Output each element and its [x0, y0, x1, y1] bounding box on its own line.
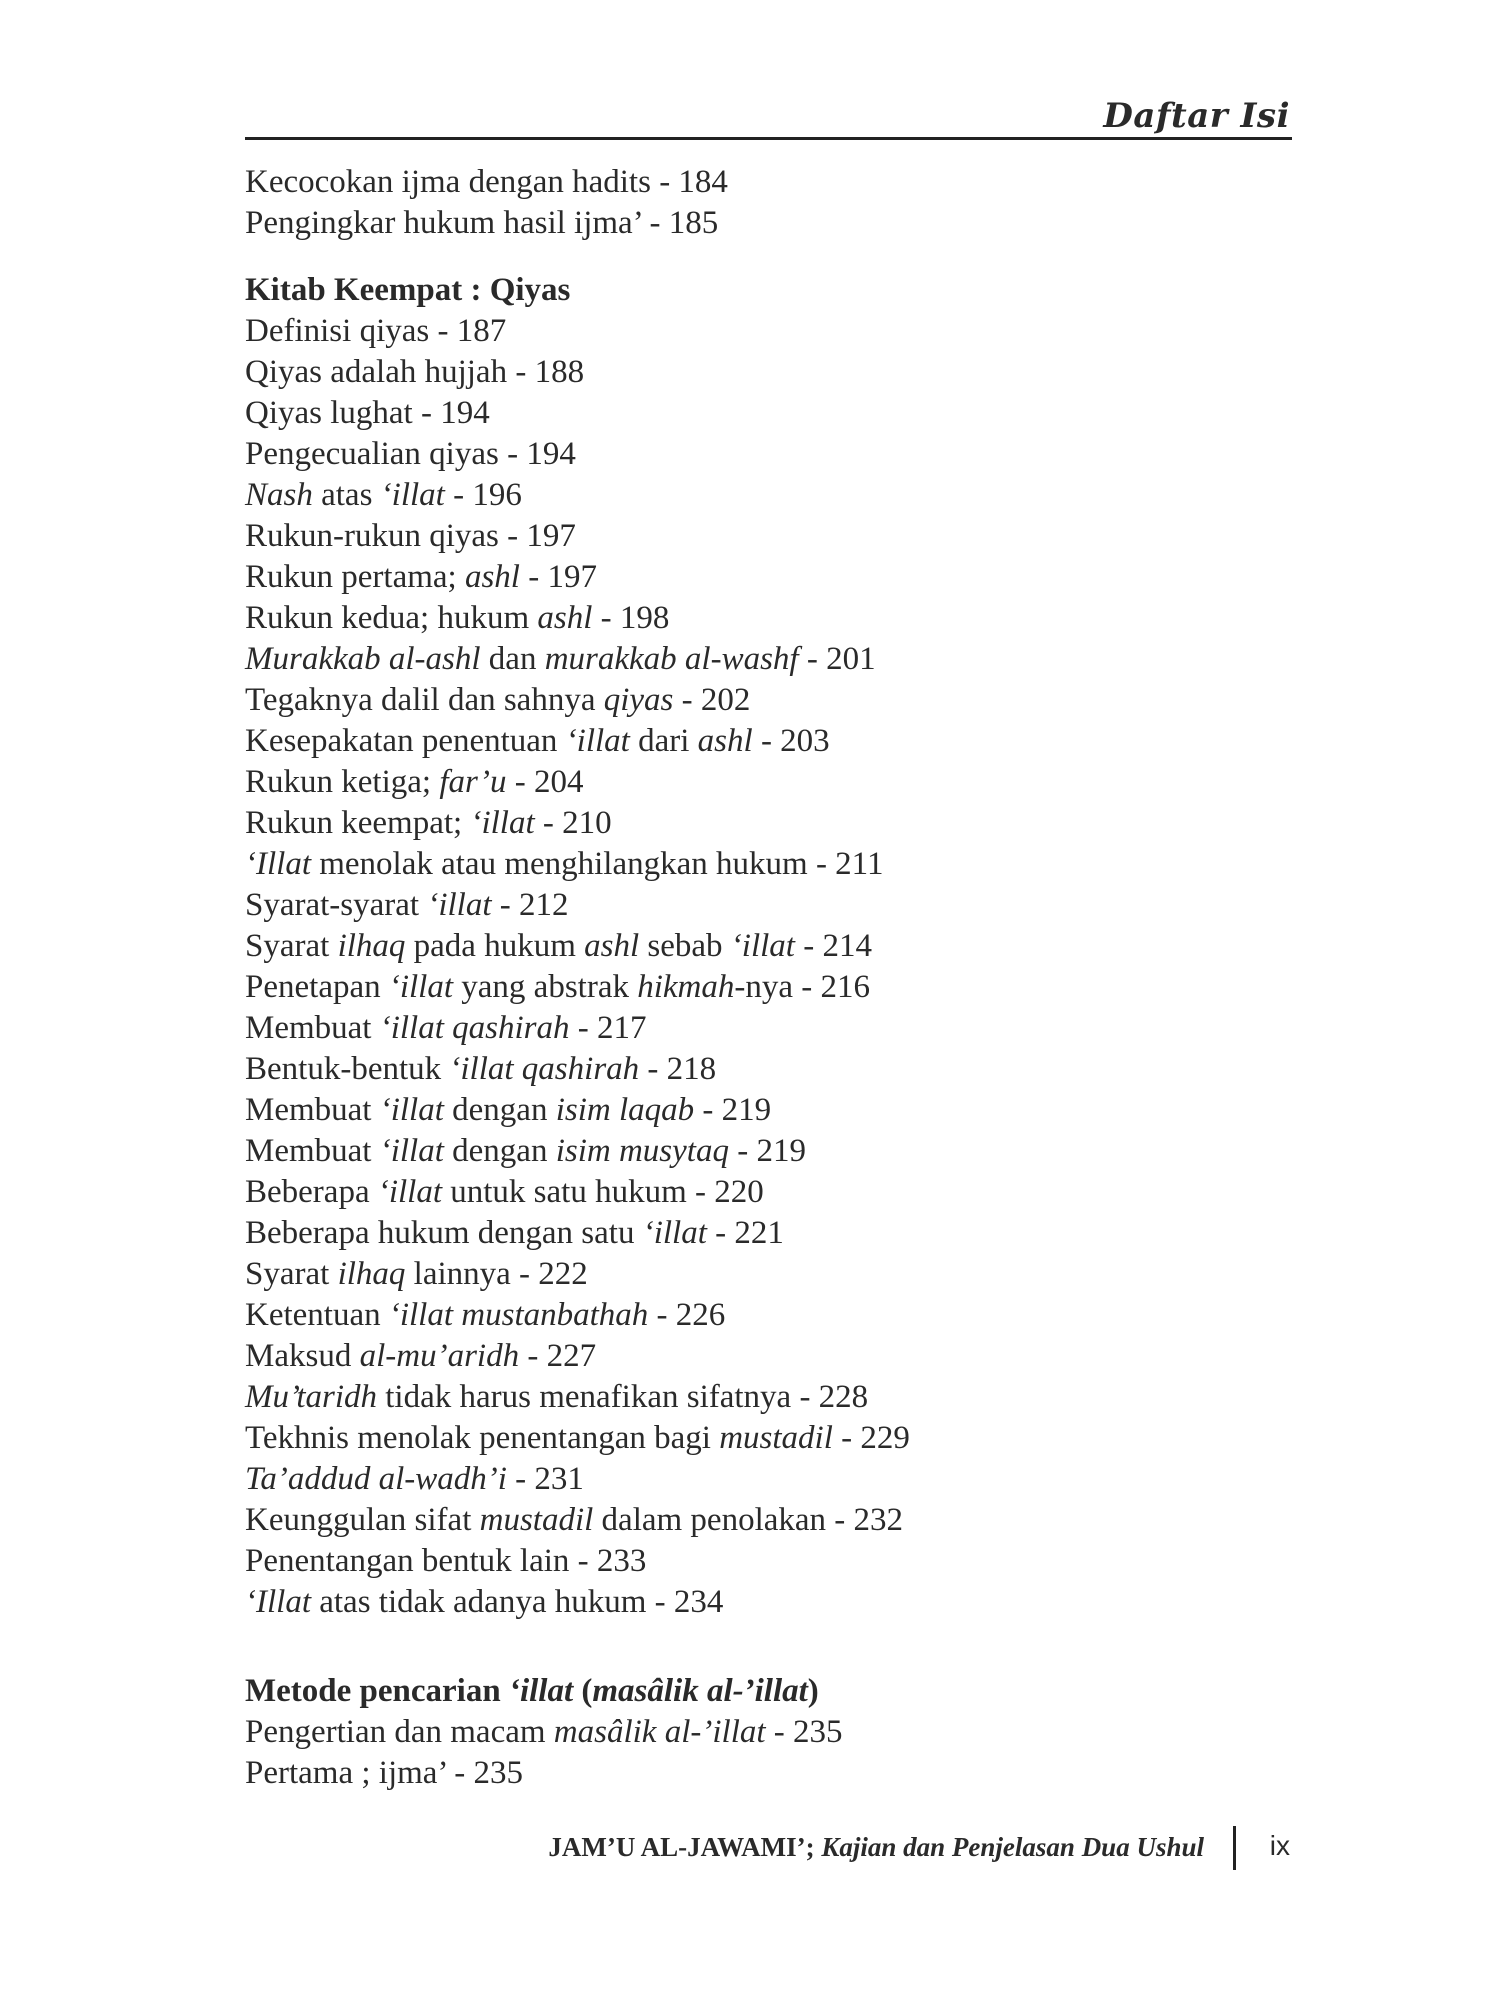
toc-text: Rukun-rukun qiyas - 197: [245, 518, 576, 554]
toc-text: dari: [629, 723, 698, 759]
toc-entry: [245, 162, 1285, 203]
toc-italic-term: ilhaq: [337, 928, 406, 964]
toc-entry: [245, 1418, 1285, 1459]
toc-entry: [245, 1049, 1285, 1090]
toc-entry: [245, 1254, 1285, 1295]
toc-text: Penetapan: [245, 969, 389, 1005]
toc-entry: [245, 1459, 1285, 1500]
toc-text: - 197: [519, 559, 597, 595]
toc-entry: [245, 762, 1285, 803]
toc-italic-term: hikmah: [637, 969, 735, 1005]
toc-italic-term: ashl: [537, 600, 593, 636]
table-of-contents: [245, 162, 1285, 1794]
toc-italic-term: qiyas: [603, 682, 674, 718]
toc-text: Pengecualian qiyas - 194: [245, 436, 576, 472]
toc-text: Pengingkar hukum hasil ijma’ - 185: [245, 205, 719, 241]
toc-text: lainnya - 222: [405, 1256, 588, 1292]
toc-entry: [245, 311, 1285, 352]
toc-italic-term: ‘illat mustanbathah: [388, 1297, 649, 1333]
toc-italic-term: Nash: [245, 477, 313, 513]
toc-italic-term: masâlik al-’illat: [553, 1714, 766, 1750]
toc-text: - 219: [694, 1092, 772, 1128]
toc-italic-term: ‘Illat: [245, 846, 311, 882]
toc-text: Ketentuan: [245, 1297, 389, 1333]
toc-italic-term: Ta’addud al-wadh’i: [245, 1461, 507, 1497]
toc-text: Metode pencarian: [245, 1673, 509, 1709]
toc-entry: [245, 803, 1285, 844]
toc-text: Membuat: [245, 1133, 380, 1169]
toc-text: - 210: [534, 805, 612, 841]
toc-text: - 212: [491, 887, 569, 923]
toc-italic-term: ‘illat: [470, 805, 535, 841]
toc-text: - 204: [506, 764, 584, 800]
toc-entry: [245, 1172, 1285, 1213]
toc-text: - 214: [794, 928, 872, 964]
toc-text: ): [807, 1673, 819, 1709]
toc-text: Beberapa: [245, 1174, 378, 1210]
toc-text: Rukun ketiga;: [245, 764, 440, 800]
toc-text: Tegaknya dalil dan sahnya: [245, 682, 604, 718]
toc-text: atas tidak adanya hukum - 234: [310, 1584, 724, 1620]
toc-italic-term: ‘illat: [565, 723, 630, 759]
toc-text: Tekhnis menolak penentangan bagi: [245, 1420, 720, 1456]
toc-entry: [245, 203, 1285, 244]
toc-entry: [245, 1377, 1285, 1418]
toc-text: (: [573, 1673, 593, 1709]
toc-italic-term: far’u: [439, 764, 507, 800]
toc-text: Rukun kedua; hukum: [245, 600, 538, 636]
toc-text: Definisi qiyas - 187: [245, 313, 507, 349]
toc-text: dan: [480, 641, 545, 677]
toc-entry: [245, 434, 1285, 475]
toc-text: - 202: [673, 682, 751, 718]
toc-text: dengan: [443, 1133, 556, 1169]
toc-entry: [245, 516, 1285, 557]
toc-italic-term: al-mu’aridh: [359, 1338, 520, 1374]
toc-text: - 231: [506, 1461, 584, 1497]
toc-text: Pengertian dan macam: [245, 1714, 554, 1750]
footer-book-title: [548, 1832, 1204, 1863]
footer-separator: [1233, 1826, 1236, 1870]
toc-italic-term: ‘illat: [379, 1092, 444, 1128]
toc-italic-term: ‘illat: [379, 1133, 444, 1169]
toc-entry: [245, 1336, 1285, 1377]
toc-text: Penentangan bentuk lain - 233: [245, 1543, 647, 1579]
toc-entry: [245, 1582, 1285, 1623]
toc-italic-term: ‘illat: [642, 1215, 707, 1251]
toc-italic-term: ‘illat qashirah: [449, 1051, 640, 1087]
toc-text: - 219: [728, 1133, 806, 1169]
toc-italic-term: ilhaq: [337, 1256, 406, 1292]
footer-title-main: JAM’U AL-JAWAMI’;: [548, 1832, 815, 1862]
toc-italic-term: ‘illat qashirah: [379, 1010, 570, 1046]
toc-text: Qiyas adalah hujjah - 188: [245, 354, 585, 390]
header-rule: [245, 137, 1292, 140]
toc-section-heading: [245, 270, 1285, 311]
toc-entry: [245, 1008, 1285, 1049]
toc-text: - 229: [832, 1420, 910, 1456]
toc-entry: [245, 598, 1285, 639]
toc-text: - 221: [706, 1215, 784, 1251]
toc-text: dengan: [443, 1092, 556, 1128]
toc-text: yang abstrak: [453, 969, 638, 1005]
toc-text: Rukun pertama;: [245, 559, 465, 595]
toc-text: - 235: [765, 1714, 843, 1750]
toc-text: Qiyas lughat - 194: [245, 395, 490, 431]
page-footer: [440, 1826, 1300, 1872]
toc-italic-term: mustadil: [479, 1502, 594, 1538]
toc-italic-term: ‘Illat: [245, 1584, 311, 1620]
toc-text: Syarat-syarat: [245, 887, 428, 923]
toc-text: Syarat: [245, 928, 338, 964]
toc-entry: [245, 1213, 1285, 1254]
toc-italic-term: Murakkab al-ashl: [245, 641, 481, 677]
toc-spacer: [245, 244, 1285, 270]
toc-entry: [245, 680, 1285, 721]
toc-text: Maksud: [245, 1338, 360, 1374]
toc-text: Beberapa hukum dengan satu: [245, 1215, 643, 1251]
toc-text: Pertama ; ijma’ - 235: [245, 1755, 523, 1791]
toc-entry: [245, 1500, 1285, 1541]
toc-italic-term: ‘illat: [508, 1673, 574, 1709]
toc-text: Syarat: [245, 1256, 338, 1292]
toc-italic-term: isim musytaq: [555, 1133, 729, 1169]
toc-italic-term: ashl: [584, 928, 640, 964]
toc-entry: [245, 967, 1285, 1008]
toc-text: pada hukum: [405, 928, 585, 964]
toc-text: - 203: [752, 723, 830, 759]
toc-entry: [245, 1712, 1285, 1753]
toc-text: - 201: [798, 641, 876, 677]
toc-italic-term: isim laqab: [555, 1092, 695, 1128]
toc-text: - 196: [444, 477, 522, 513]
toc-entry: [245, 885, 1285, 926]
toc-italic-term: mustadil: [719, 1420, 833, 1456]
footer-title-subtitle: Kajian dan Penjelasan Dua Ushul: [821, 1832, 1204, 1862]
toc-italic-term: ‘illat: [377, 1174, 443, 1210]
toc-text: menolak atau menghilangkan hukum - 211: [310, 846, 884, 882]
toc-text: - 226: [648, 1297, 726, 1333]
toc-text: -nya - 216: [734, 969, 871, 1005]
toc-entry: [245, 1753, 1285, 1794]
toc-text: Membuat: [245, 1010, 380, 1046]
toc-entry: [245, 639, 1285, 680]
toc-italic-term: ‘illat: [380, 477, 445, 513]
toc-text: Membuat: [245, 1092, 380, 1128]
toc-entry: [245, 844, 1285, 885]
toc-text: Bentuk-bentuk: [245, 1051, 450, 1087]
toc-italic-term: ashl: [464, 559, 520, 595]
toc-text: Kitab Keempat : Qiyas: [245, 272, 571, 308]
toc-italic-term: ‘illat: [730, 928, 795, 964]
toc-italic-term: masâlik al-’illat: [592, 1673, 808, 1709]
running-head: Daftar Isi: [1103, 96, 1290, 136]
toc-text: Keunggulan sifat: [245, 1502, 480, 1538]
toc-entry: [245, 393, 1285, 434]
toc-text: dalam penolakan - 232: [593, 1502, 904, 1538]
toc-text: Rukun keempat;: [245, 805, 471, 841]
toc-spacer: [245, 1623, 1285, 1671]
toc-entry: [245, 1541, 1285, 1582]
toc-entry: [245, 475, 1285, 516]
toc-text: sebab: [639, 928, 731, 964]
toc-text: - 218: [639, 1051, 717, 1087]
toc-entry: [245, 1131, 1285, 1172]
toc-text: tidak harus menafikan sifatnya - 228: [377, 1379, 869, 1415]
toc-entry: [245, 1090, 1285, 1131]
toc-text: untuk satu hukum - 220: [442, 1174, 764, 1210]
toc-entry: [245, 557, 1285, 598]
toc-italic-term: ‘illat: [388, 969, 454, 1005]
toc-entry: [245, 352, 1285, 393]
toc-italic-term: murakkab al-washf: [544, 641, 799, 677]
toc-italic-term: ‘illat: [427, 887, 492, 923]
toc-italic-term: Mu’taridh: [245, 1379, 377, 1415]
toc-italic-term: ashl: [697, 723, 753, 759]
toc-text: - 217: [569, 1010, 647, 1046]
toc-text: - 198: [592, 600, 670, 636]
toc-section-heading: [245, 1671, 1285, 1712]
toc-text: Kesepakatan penentuan: [245, 723, 566, 759]
page-number: ix: [1269, 1830, 1290, 1861]
toc-entry: [245, 926, 1285, 967]
toc-entry: [245, 1295, 1285, 1336]
toc-text: Kecocokan ijma dengan hadits - 184: [245, 164, 728, 200]
toc-text: - 227: [519, 1338, 597, 1374]
toc-entry: [245, 721, 1285, 762]
toc-text: atas: [312, 477, 381, 513]
